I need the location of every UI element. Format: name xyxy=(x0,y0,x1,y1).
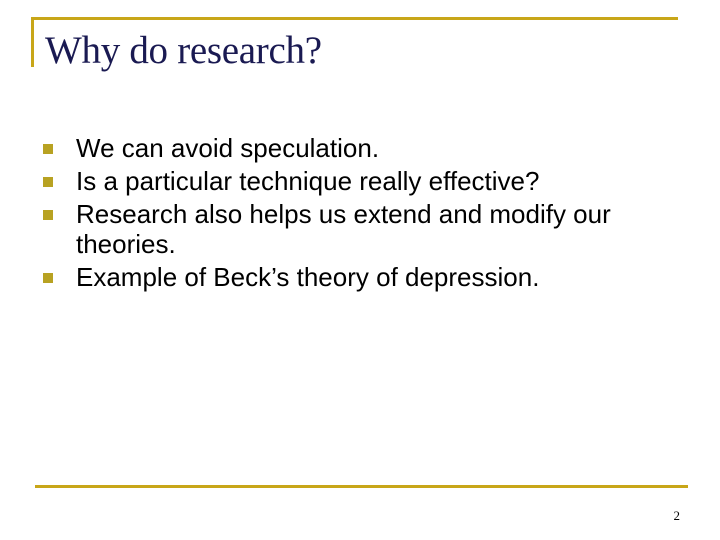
bullet-text: Research also helps us extend and modify our theories. xyxy=(76,199,611,259)
title-top-rule xyxy=(31,17,678,20)
slide-title: Why do research? xyxy=(45,29,322,72)
square-bullet-icon xyxy=(43,144,53,154)
bullet-item xyxy=(40,199,680,259)
bullet-item xyxy=(40,166,680,196)
title-left-rule xyxy=(31,17,34,67)
square-bullet-icon xyxy=(43,177,53,187)
square-bullet-icon xyxy=(43,273,53,283)
bullet-item xyxy=(40,133,680,163)
bullet-list xyxy=(40,133,680,295)
bullet-text: We can avoid speculation. xyxy=(76,133,380,163)
square-bullet-icon xyxy=(43,210,53,220)
bullet-text: Is a particular technique really effective? xyxy=(76,166,540,196)
bullet-text: Example of Beck’s theory of depression. xyxy=(76,262,540,292)
page-number: 2 xyxy=(673,508,680,523)
footer-rule xyxy=(35,485,688,488)
bullet-item xyxy=(40,262,680,292)
